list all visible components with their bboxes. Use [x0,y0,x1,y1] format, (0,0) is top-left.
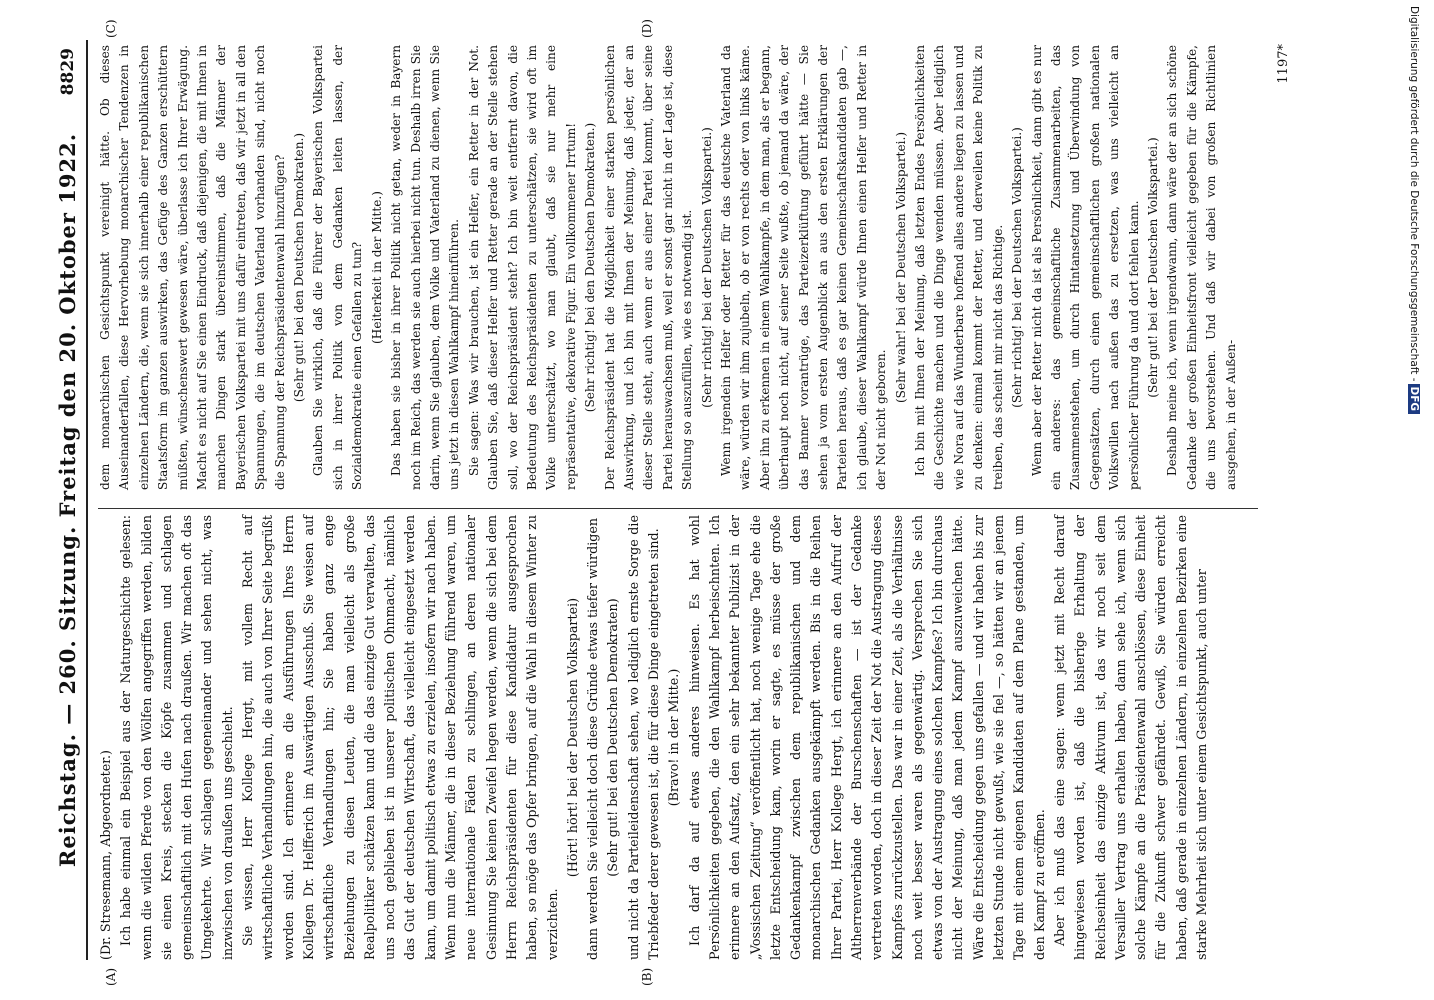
text-column-right [96,45,1276,490]
interjection: (Sehr gut! bei den Deutschen Demokraten.) [292,132,307,403]
interjection: (Sehr wahr! bei der Deutschen Volkspartei.) [893,131,908,404]
margin-marker-d: (D) [640,19,654,38]
paragraph: Das haben sie bisher in ihrer Politik nicht getan, weder in Bayern noch im Reich, das werden sie auch hierbei nicht tun. Deshalb irren Sie darin, wenn Sie glauben, dem Volke und Vaterland zu dienen, wenn Sie uns jetzt in diesen Wahlkampf hineinführen. [389,45,462,490]
dfg-logo: DFG [1408,384,1420,415]
paragraph: Wenn aber der Retter nicht da ist als Persönlichkeit, dann gibt es nur ein anderes: das gemeinschaftliche Zusammenarbeiten, das Zusammenstehen, um durch Hintansetzung und Überwindung von Gegensätzen, durch einen gemeinschaftlichen großen nationalen Volkswillen nach außen das zu ersetzen, was uns vielleicht an persönlicher Führung da und dort fehlen kann. [1029,45,1141,490]
paragraph: (Dr. Stresemann, Abgeordneter.) [98,750,113,960]
paragraph: Aber ich muß das eine sagen: wenn jetzt mit Recht darauf hingewiesen worden ist, daß die bisherige Erhaltung der Reichseinheit das einzige Aktivum ist, das wir noch seit dem Versailler Vertrag uns erhalten haben, dann sehe ich, wenn sich solche Kämpfe an die Präsidentenwahl anschlössen, diese Einheit für die Zukunft schwer gefährdet. Gewiß, Sie würden erreicht haben, daß gerade in einzelnen Ländern, in einzelnen Bezirken eine starke Mehrheit sich unter einem Gesichtspunkt, auch unter [1051,515,1210,960]
interjection: (Sehr gut! bei den Deutschen Demokraten) [605,598,621,877]
page-number: 8829 [58,48,78,96]
interjection: (Sehr gut! bei der Deutschen Volkspartei.) [1145,137,1160,398]
digitization-credit [1404,6,1424,966]
paragraph: dem monarchischen Gesichtspunkt vereinigt hätte. Ob dieses Auseinanderfallen, diese Hervorhebung monarchischer Tendenzen in einzelnen Ländern, die, wenn sie sich innerhalb einer republikanischen Staatsform im ganzen auswirken, das Gefüge des Ganzen erschüttern müßten, wünschenswert gewesen wäre, überlasse ich Ihrer Erwägung. Macht es nicht auf Sie einen Eindruck, daß diejenigen, die mit Ihnen in manchen Dingen stark übereinstimmen, daß die Männer der Bayerischen Volkspartei mit uns dafür eintreten, daß wir jetzt in all den Spannungen, die im deutschen Vaterland vorhanden sind, nicht noch die Spannung der Reichspräsidentenwahl hinzufügen? [98,45,287,490]
signature-mark: 1197* [1276,44,1291,84]
margin-marker-c: (C) [104,19,118,38]
paragraph: dann werden Sie vielleicht doch diese Gründe etwas tiefer würdigen [585,517,601,960]
paragraph: Sie sagen: Was wir brauchen, ist ein Helfer, ein Retter in der Not. Glauben Sie, daß dieser Helfer und Retter gerade an der Stelle stehen soll, wo der Reichspräsident steht? Ich bin weit entfernt davon, die Bedeutung des Reichspräsidenten zu unterschätzen, sie wird oft im Volke unterschätzt, wo man glaubt, daß sie nur mehr eine repräsentative, dekorative Figur. Ein vollkommener Irrtum! [466,45,578,490]
paragraph: Ich habe einmal ein Beispiel aus der Naturgeschichte gelesen: wenn die wilden Pferde von den Wölfen angegriffen werden, bilden sie einen Kreis, stecken die Köpfe zusammen und schlagen gemeinschaftlich mit den Hufen nach draußen. Wir machen oft das Umgekehrte. Wir schlagen gegeneinander und sehen nicht, was inzwischen von draußen uns geschieht. [118,515,235,960]
column-divider [98,508,1258,509]
paragraph: Ich bin mit Ihnen der Meinung, daß letzten Endes Persönlichkeiten die Geschichte machen und die Dinge wenden müssen. Aber lediglich wie Nora auf das Wunderbare hoffend alles andere liegen zu lassen und zu denken: einmal kommt der Retter, und derweilen keine Politik zu treiben, das scheint mir nicht das Richtige. [913,45,1005,490]
page-header [52,40,88,960]
interjection: (Sehr richtig! bei den Deutschen Demokraten.) [583,122,598,413]
margin-marker-a: (A) [104,967,118,986]
page-title: Reichstag. — 260. Sitzung. Freitag den 20. Oktober 1922. [55,132,80,868]
credit-text: Digitalisierung gefördert durch die Deutsche Forschungsgemeinschaft - [1408,6,1420,382]
interjection: (Heiterkeit in der Mitte.) [369,191,384,344]
paragraph: Sie wissen, Herr Kollege Hergt, mit vollem Recht auf wirtschaftliche Verhandlungen hin, die auch von Ihrer Seite begrüßt worden sind. Ich erinnere an die Ausführungen Ihres Herrn Kollegen Dr. Helfferich im Auswärtigen Ausschuß. Sie weisen auf wirtschaftliche Verhandlungen hin; Sie haben ganz enge Beziehungen zu diesen Leuten, die man vielleicht als große Realpolitiker schätzen kann und die das einzige Gut verwalten, das uns noch geblieben ist in unserer politischen Ohnmacht, nämlich das Gut der deutschen Wirtschaft, das vielleicht eingesetzt werden kann, um damit politisch etwas zu erzielen, insofern wir nach haben. Wenn nun die Männer, die in dieser Beziehung führend waren, um neue internationale Fäden zu schlingen, an deren nationaler Gesinnung Sie keinen Zweifel hegen werden, wenn die sich bei dem Herrn Reichspräsidenten für diese Kandidatur ausgesprochen haben, so möge das Opfer bringen, auf die Wahl in diesem Winter zu verzichten. [240,515,560,960]
paragraph: Ich darf da auf etwas anderes hinweisen. Es hat wohl Persönlichkeiten gegeben, die den Wahlkampf herbeischnten. Ich erinnere an den Aufsatz, den ein sehr bekannter Publizist in der „Vossischen Zeitung“ veröffentlicht hat, noch wenige Tage ehe die letzte Entscheidung kam, worin er sagte, es müsse der große Gedankenkampf zwischen dem republikanischen und dem monarchischen Gedanken ausgekämpft werden. Bis in die Reihen Ihrer Partei, Herr Kollege Hergt, ich erinnere an den Aufruf der Altherrenverbände der Burschenschaften — ist der Gedanke vertreten worden, doch in dieser Zeit der Not die Austragung dieses Kampfes zurückzustellen. Das war in einer Zeit, als die Verhältnisse noch weit besser waren als gegenwärtig. Versprechen Sie sich etwas von der Austragung eines solchen Kampfes? Ich bin durchaus nicht der Meinung, daß man jedem Kampf auszuweichen hätte. Wäre die Entscheidung gegen uns gefallen — und wir haben bis zur letzten Stunde nicht gewußt, wie sie fiel —, so hätten wir an jenem Tage mit einem eigenen Kandidaten auf dem Plane gestanden, um den Kampf zu eröffnen. [686,515,1047,960]
paragraph: Glauben Sie wirklich, daß die Führer der Bayerischen Volkspartei sich in ihrer Politik von dem Gedanken leiten lassen, der Sozialdemokratie einen Gefallen zu tun? [311,45,365,490]
paragraph: und nicht da Parteileidenschaft sehen, wo lediglich ernste Sorge die Triebfeder derer gewesen ist, die für diese Dinge eingetreten sind. [625,515,662,960]
interjection: (Sehr richtig! bei der Deutschen Volkspartei.) [699,127,714,408]
interjection: (Hört! hört! bei der Deutschen Volkspartei) [564,597,580,878]
interjection: (Sehr richtig! bei der Deutschen Volkspartei.) [1010,127,1025,408]
paragraph: Deshalb meine ich, wenn irgendwann, dann wäre der an sich schöne Gedanke der großen Einheitsfront vielleicht gegeben für die Kämpfe, die uns bevorstehen. Und daß wir dabei von großen Richtlinien ausgehen, in der Außen- [1165,45,1238,490]
text-column-left [96,515,1276,960]
margin-marker-b: (B) [640,967,654,986]
interjection: (Bravo! in der Mitte.) [666,668,682,807]
paragraph: Der Reichspräsident hat die Möglichkeit einer starken persönlichen Auswirkung, und ich bin mit Ihnen der Meinung, daß jeder, der an dieser Stelle steht, auch wenn er aus einer Partei kommt, über seine Partei herauswachsen muß, weil er sonst gar nicht in der Lage ist, diese Stellung so auszufüllen, wie es notwendig ist. [602,45,695,490]
paragraph: Wenn irgendein Helfer oder Retter für das deutsche Vaterland da wäre, würden wir ihm zujubeln, ob er von rechts oder von links käme. Aber ihn zu erkennen in einem Wahlkampfe, in dem man, als er begann, überhaupt noch nicht, auf seiner Seite wußte, ob jemand da wäre, der das Banner vorantrüge, das Parteizerklüftung geführt hätte — Sie sehen ja vom ersten Augenblick an aus den ersten Erklärungen der Parteien heraus, daß es gar keinen Gemeinschaftskandidaten gab —, ich glaube, dieser Wahlkampf würde Ihnen einen Helfer und Retter in der Not nicht geboren. [719,45,889,490]
